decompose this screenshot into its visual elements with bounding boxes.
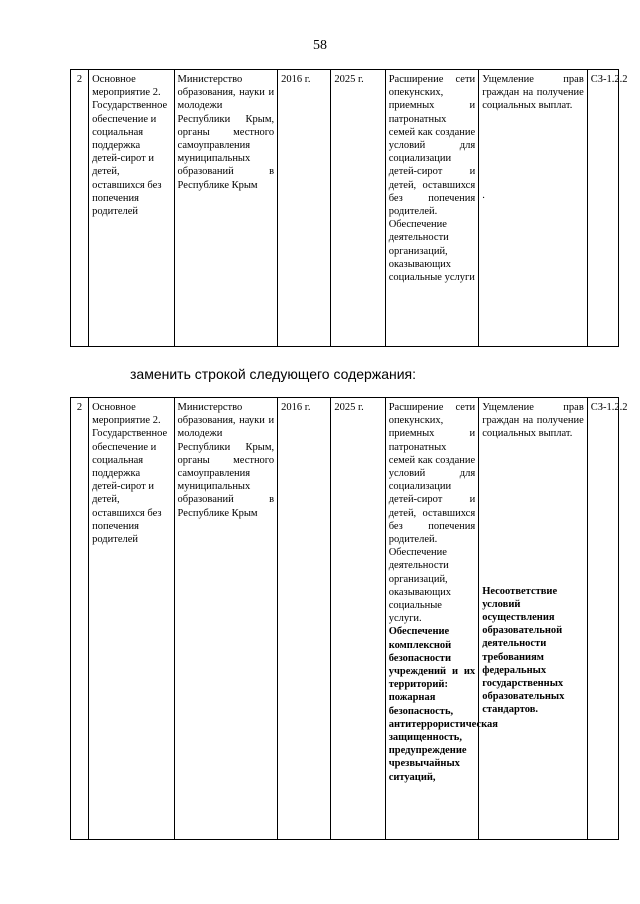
consequence-cell bbox=[479, 398, 588, 840]
start-year-cell: 2016 г. bbox=[278, 398, 331, 840]
code-cell: СЗ-1.2.2 bbox=[587, 398, 618, 840]
result-text: Расширение сети опекунских, приемных и патронатных семей как создание условий для социализации детей-сирот и детей, оставшихся без попечения родителей. Обеспечение деятельности организаций, оказывающих социальные услуги. bbox=[388, 402, 476, 625]
page-number: 58 bbox=[313, 38, 327, 53]
executor-cell: Министерство образования, науки и молодежи Республики Крым, органы местного самоуправления муниципальных образований в Республике Крым bbox=[174, 70, 278, 347]
start-year-cell: 2016 г. bbox=[278, 70, 331, 347]
row-number: 2 bbox=[71, 398, 89, 840]
activity-cell: Основное мероприятие 2. Государственное обеспечение и социальная поддержка детей-сирот и детей, оставшихся без попечения родителей bbox=[89, 70, 174, 347]
end-year-cell: 2025 г. bbox=[331, 398, 385, 840]
code-cell: СЗ-1.2.2 bbox=[587, 70, 618, 347]
old-row-table bbox=[70, 69, 628, 347]
consequence-text: Ущемление прав граждан на получение социальных выплат. bbox=[482, 74, 584, 112]
consequence-cell bbox=[479, 70, 588, 347]
table-row bbox=[71, 70, 619, 347]
executor-cell: Министерство образования, науки и молодежи Республики Крым, органы местного самоуправления муниципальных образований в Республике Крым bbox=[174, 398, 278, 840]
dot-mark: . bbox=[482, 189, 485, 201]
table-row bbox=[71, 398, 619, 840]
row-number: 2 bbox=[71, 70, 89, 347]
consequence-text: Ущемление прав граждан на получение социальных выплат. bbox=[482, 402, 584, 440]
end-year-cell: 2025 г. bbox=[331, 70, 385, 347]
new-row-table bbox=[70, 397, 628, 840]
result-cell bbox=[385, 398, 498, 840]
result-cell: Расширение сети опекунских, приемных и патронатных семей как создание условий для социализации детей-сирот и детей, оставшихся без попечения родителей. Обеспечение деятельности организаций, оказывающих социальные услуги bbox=[385, 70, 479, 347]
consequence-bold-text: Несоответствие условий осуществления образовательной деятельности требованиям федеральных государственных образовательных стандартов. bbox=[482, 585, 565, 716]
replace-instruction: заменить строкой следующего содержания: bbox=[130, 366, 417, 382]
result-bold-text: Обеспечение комплексной безопасности учреждений и их территорий: пожарная безопасность, антитеррористическая защищенность, предупреждение чрезвычайных ситуаций, bbox=[388, 626, 498, 783]
activity-cell: Основное мероприятие 2. Государственное обеспечение и социальная поддержка детей-сирот и детей, оставшихся без попечения родителей bbox=[89, 398, 174, 840]
